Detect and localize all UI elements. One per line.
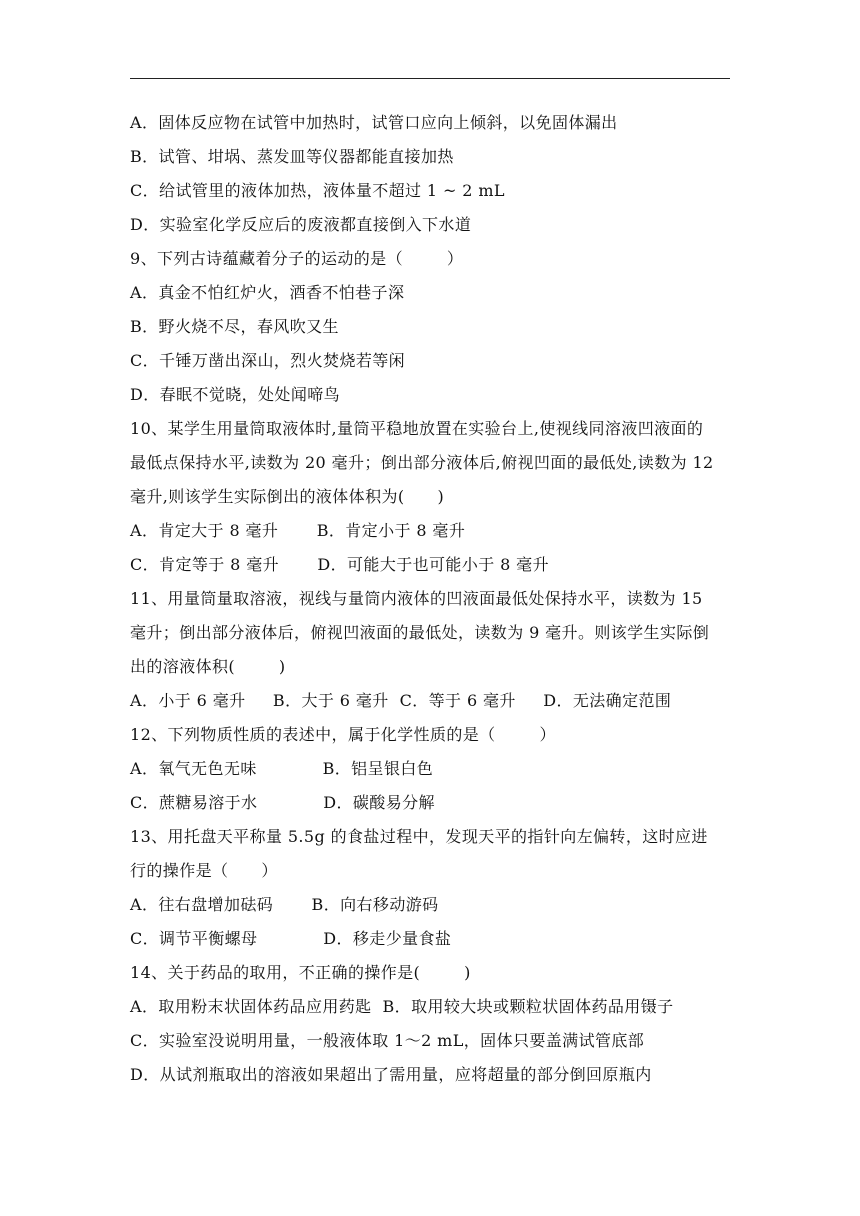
question-10: 10、某学生用量筒取液体时,量筒平稳地放置在实验台上,使视线同溶液凹液面的 [130, 419, 704, 438]
text-line: B．野火烧不尽，春风吹又生 [130, 317, 339, 336]
text-line: A．取用粉末状固体药品应用药匙 B．取用较大块或颗粒状固体药品用镊子 [130, 997, 674, 1016]
question-12: 12、下列物质性质的表述中，属于化学性质的是（ ） [130, 725, 556, 744]
text-line: 毫升；倒出部分液体后，俯视凹液面的最低处，读数为 9 毫升。则该学生实际倒 [130, 623, 710, 642]
question-13: 13、用托盘天平称量 5.5g 的食盐过程中，发现天平的指针向左偏转，这时应进 [130, 827, 708, 846]
text-line: A．氧气无色无味 B．铝呈银白色 [130, 759, 434, 778]
text-line: C．实验室没说明用量，一般液体取 1～2 mL，固体只要盖满试管底部 [130, 1031, 645, 1050]
text-line: A．往右盘增加砝码 B．向右移动游码 [130, 895, 439, 914]
text-line: 出的溶液体积( ) [130, 657, 286, 676]
question-9: 9、下列古诗蕴藏着分子的运动的是（ ） [130, 249, 464, 268]
text-line: A．真金不怕红炉火，酒香不怕巷子深 [130, 283, 405, 302]
text-line: D．实验室化学反应后的废液都直接倒入下水道 [130, 215, 472, 234]
text-line: C．千锤万凿出深山，烈火焚烧若等闲 [130, 351, 406, 370]
text-line: 行的操作是（ ） [130, 861, 278, 880]
question-11: 11、用量筒量取溶液，视线与量筒内液体的凹液面最低处保持水平，读数为 15 [130, 589, 703, 608]
text-line: C．给试管里的液体加热，液体量不超过 1 ~ 2 mL [130, 181, 505, 200]
text-line: C．蔗糖易溶于水 D．碳酸易分解 [130, 793, 435, 812]
text-line: 最低点保持水平,读数为 20 毫升；倒出部分液体后,俯视凹面的最低处,读数为 12 [130, 453, 714, 472]
text-line: B．试管、坩埚、蒸发皿等仪器都能直接加热 [130, 147, 454, 166]
text-line: C．调节平衡螺母 D．移走少量食盐 [130, 929, 452, 948]
text-line: A．肯定大于 8 毫升 B．肯定小于 8 毫升 [130, 521, 466, 540]
text-line: D．从试剂瓶取出的溶液如果超出了需用量，应将超量的部分倒回原瓶内 [130, 1065, 652, 1084]
text-line: 毫升,则该学生实际倒出的液体体积为( ) [130, 487, 445, 506]
text-line: A．小于 6 毫升 B．大于 6 毫升 C．等于 6 毫升 D．无法确定范围 [130, 691, 672, 710]
question-14: 14、关于药品的取用，不正确的操作是( ) [130, 963, 471, 982]
text-line: D．春眠不觉晓，处处闻啼鸟 [130, 385, 341, 404]
text-line: C．肯定等于 8 毫升 D．可能大于也可能小于 8 毫升 [130, 555, 549, 574]
header-rule [130, 78, 730, 79]
question-text [130, 106, 730, 1092]
text-line: A．固体反应物在试管中加热时，试管口应向上倾斜，以免固体漏出 [130, 113, 618, 132]
